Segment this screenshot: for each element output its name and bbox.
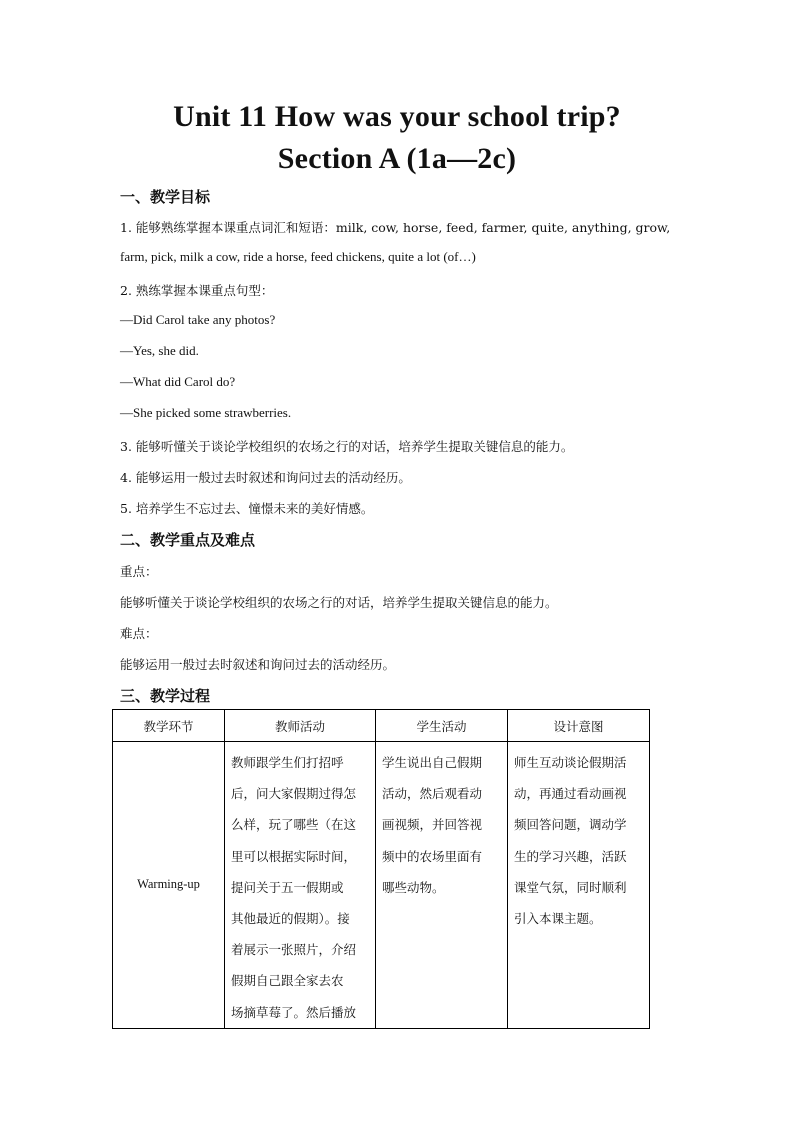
objective-line: —Yes, she did. xyxy=(120,343,199,358)
cell-line: 着展示一张照片，介绍 xyxy=(231,942,357,958)
cell-line: 频回答问题，调动学 xyxy=(514,817,627,833)
cell-line: 生的学习兴趣，活跃 xyxy=(514,848,627,864)
cell-line: 师生互动谈论假期活 xyxy=(514,755,627,770)
objective-line: 3. 能够听懂关于谈论学校组织的农场之行的对话，培养学生提取关键信息的能力。 xyxy=(120,439,574,454)
teaching-process-table xyxy=(112,709,650,1029)
objective-line: 4. 能够运用一般过去时叙述和询问过去的活动经历。 xyxy=(120,470,411,485)
document-subtitle: Section A (1a—2c) xyxy=(277,142,517,175)
section-heading-objectives: 一、教学目标 xyxy=(120,188,211,206)
difficulty-text: 能够运用一般过去时叙述和询问过去的活动经历。 xyxy=(120,657,396,672)
objective-line: —Did Carol take any photos? xyxy=(120,312,276,327)
objective-line: 5. 培养学生不忘过去、憧憬未来的美好情感。 xyxy=(120,501,374,516)
table-row xyxy=(113,742,650,1029)
table-header-row xyxy=(113,710,650,742)
focus-label: 重点： xyxy=(120,564,158,579)
document-title: Unit 11 How was your school trip? xyxy=(173,100,621,133)
cell-line: 哪些动物。 xyxy=(382,879,445,895)
cell-line: 其他最近的假期）。接 xyxy=(231,911,350,927)
focus-text: 能够听懂关于谈论学校组织的农场之行的对话，培养学生提取关键信息的能力。 xyxy=(120,595,558,610)
section-heading-process: 三、教学过程 xyxy=(120,687,211,705)
objective-line: farm, pick, milk a cow, ride a horse, feed chickens, quite a lot (of…) xyxy=(120,249,476,264)
cell-line: 画视频，并回答视 xyxy=(382,817,483,833)
cell-line: 教师跟学生们打招呼 xyxy=(231,755,344,770)
cell-line: 提问关于五一假期或 xyxy=(231,879,344,895)
cell-line: 活动，然后观看动 xyxy=(382,786,483,802)
teacher-activity-cell xyxy=(225,742,376,1029)
cell-line: 场摘草莓了。然后播放 xyxy=(231,1004,357,1020)
header-design-intent: 设计意图 xyxy=(508,710,650,742)
header-teacher-activity: 教师活动 xyxy=(225,710,376,742)
cell-line: 学生说出自己假期 xyxy=(382,755,483,770)
section-heading-focus: 二、教学重点及难点 xyxy=(120,531,256,549)
cell-line: 后，问大家假期过得怎 xyxy=(231,786,357,802)
cell-line: 引入本课主题。 xyxy=(514,911,602,927)
difficulty-label: 难点： xyxy=(120,626,158,641)
cell-line: 里可以根据实际时间， xyxy=(231,848,357,864)
cell-line: 假期自己跟全家去农 xyxy=(231,973,344,989)
design-intent-cell xyxy=(508,742,650,1029)
header-stage: 教学环节 xyxy=(113,710,225,742)
objective-line: —What did Carol do? xyxy=(120,374,236,389)
objective-line: —She picked some strawberries. xyxy=(120,405,292,420)
cell-line: 动，再通过看动画视 xyxy=(514,786,627,802)
cell-line: 课堂气氛，同时顺利 xyxy=(514,879,627,895)
header-student-activity: 学生活动 xyxy=(376,710,508,742)
cell-line: 频中的农场里面有 xyxy=(382,848,483,864)
objective-line: 2. 熟练掌握本课重点句型： xyxy=(120,283,274,298)
student-activity-cell xyxy=(376,742,508,1029)
stage-cell: Warming-up xyxy=(113,742,225,1029)
cell-line: 么样，玩了哪些（在这 xyxy=(231,817,357,833)
objective-line: 1. 能够熟练掌握本课重点词汇和短语：milk, cow, horse, feed, farmer, quite, anything, grow, xyxy=(120,220,671,235)
